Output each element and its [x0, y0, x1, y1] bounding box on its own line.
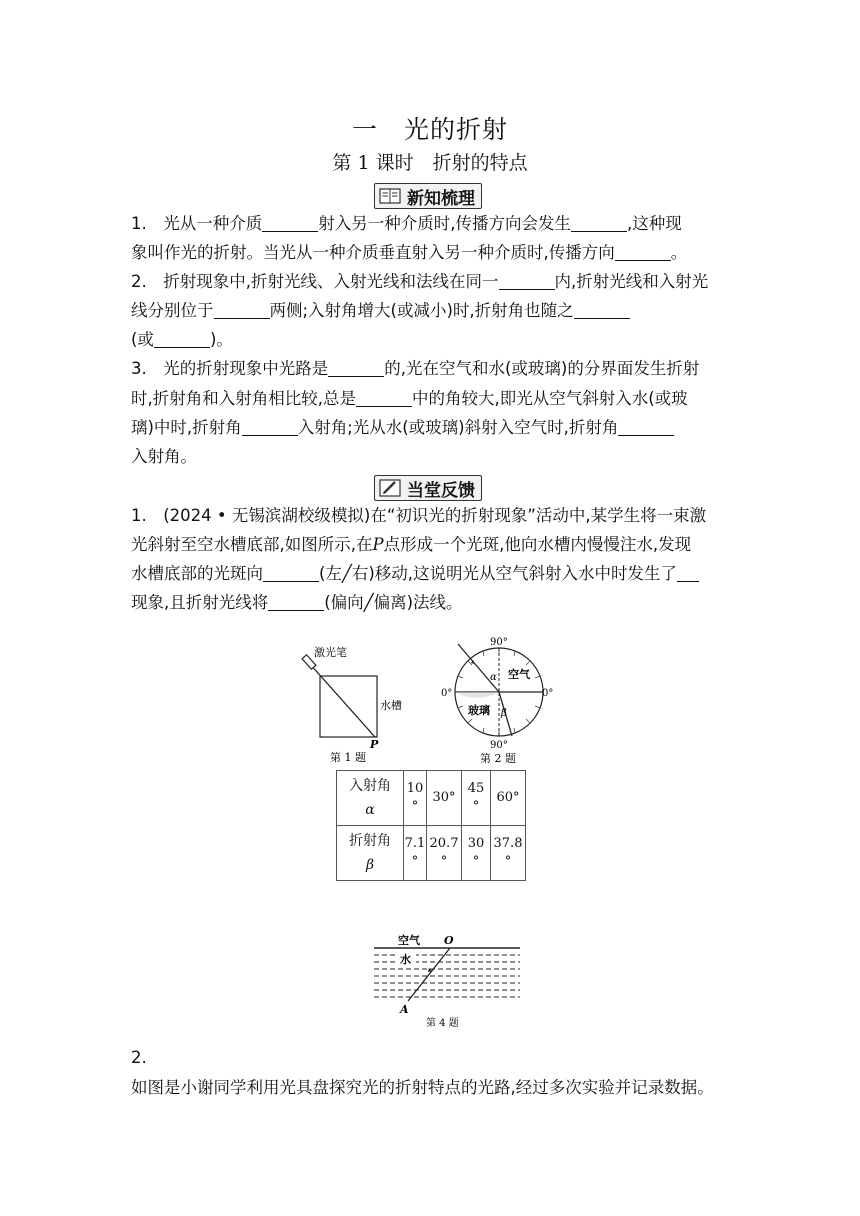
- air-label: 空气: [508, 668, 530, 681]
- laser-label: 激光笔: [314, 646, 347, 659]
- label-0-right: 0°: [542, 688, 554, 699]
- question-3-line-1: 3. 光的折射现象中光路是 的,光在空气和水(或玻璃)的分界面发生折射: [131, 359, 700, 378]
- table-cell: 60°: [491, 771, 526, 826]
- question-2-line-2: 线分别位于 两侧;入射角增大(或减小)时,折射角也随之: [131, 301, 630, 321]
- question-2-line-1: 2. 折射现象中,折射光线、入射光线和法线在同一 内,折射光线和入射光: [131, 272, 709, 291]
- label-90-top: 90°: [490, 637, 508, 648]
- answer-blank[interactable]: [356, 390, 412, 407]
- question-1-line-2: 象叫作光的折射。当光从一种介质垂直射入另一种介质时,传播方向 。: [131, 243, 688, 262]
- answer-blank[interactable]: [328, 360, 384, 377]
- figure-4-water-refraction: [368, 930, 524, 1032]
- answer-blank[interactable]: [615, 244, 671, 261]
- figure-2-light-disk: [438, 636, 560, 770]
- point-p-label: P: [370, 738, 379, 751]
- answer-blank[interactable]: [499, 273, 555, 290]
- point-o-label: O: [444, 934, 454, 947]
- question-2-line-3: (或 )。: [131, 330, 233, 349]
- table-row: [337, 826, 526, 881]
- table-cell: 20.7 °: [427, 826, 462, 881]
- data-table: [336, 770, 526, 881]
- answer-blank[interactable]: [574, 302, 630, 319]
- table-cell: 45 °: [462, 771, 491, 826]
- answer-blank[interactable]: [242, 419, 298, 436]
- answer-blank[interactable]: [262, 215, 318, 232]
- answer-blank[interactable]: [618, 419, 674, 436]
- table-header-incident: 入射角 α: [337, 771, 404, 826]
- feedback-2-number: 2.: [131, 1048, 147, 1067]
- section-banner-feedback: [374, 475, 482, 501]
- table-row: [337, 771, 526, 826]
- section-banner-new-knowledge: [374, 183, 482, 209]
- page-subtitle: 第 1 课时 折射的特点: [332, 152, 528, 174]
- table-cell: 7.1 °: [404, 826, 427, 881]
- answer-blank[interactable]: [263, 565, 319, 582]
- figure-caption: 第 4 题: [426, 1018, 459, 1029]
- water-label: 水: [400, 953, 411, 966]
- air-label: 空气: [398, 934, 420, 947]
- question-3-line-4: 入射角。: [131, 447, 197, 466]
- label-90-bottom: 90°: [490, 740, 508, 751]
- answer-blank[interactable]: [677, 565, 699, 582]
- table-cell: 37.8 °: [491, 826, 526, 881]
- glass-label: 玻璃: [468, 704, 490, 717]
- table-header-refraction: 折射角 β: [337, 826, 404, 881]
- question-3-line-2: 时,折射角和入射角相比较,总是 中的角较大,即光从空气斜射入水(或玻: [131, 389, 688, 408]
- figure-caption: 第 1 题: [330, 751, 366, 764]
- pencil-icon: [379, 479, 401, 497]
- table-cell: 10 °: [404, 771, 427, 826]
- label-0-left: 0°: [441, 688, 453, 699]
- figure-1-laser-tank: [296, 640, 408, 766]
- answer-blank[interactable]: [268, 594, 324, 611]
- beta-label: β: [501, 708, 507, 719]
- tank-label: 水槽: [380, 699, 402, 712]
- feedback-1-line-4: 现象,且折射光线将 (偏向╱偏离)法线。: [131, 593, 463, 612]
- feedback-1-line-2: 光斜射至空水槽底部,如图所示,在P点形成一个光斑,他向水槽内慢慢注水,发现: [131, 535, 692, 554]
- feedback-2-text: 如图是小谢同学利用光具盘探究光的折射特点的光路,经过多次实验并记录数据。: [131, 1078, 714, 1097]
- feedback-1-line-3: 水槽底部的光斑向 (左╱右)移动,这说明光从空气斜射入水中时发生了: [131, 564, 699, 584]
- answer-blank[interactable]: [571, 215, 627, 232]
- figure-caption: 第 2 题: [480, 752, 516, 765]
- question-3-line-3: 璃)中时,折射角 入射角;光从水(或玻璃)斜射入空气时,折射角: [131, 418, 674, 438]
- answer-blank[interactable]: [154, 331, 210, 348]
- book-icon: [379, 187, 401, 205]
- table-cell: 30°: [427, 771, 462, 826]
- answer-blank[interactable]: [214, 302, 270, 319]
- question-1-line-1: 1. 光从一种介质 射入另一种介质时,传播方向会发生 ,这种现: [131, 214, 682, 233]
- alpha-label: α: [490, 672, 497, 683]
- feedback-1-line-1: 1. (2024 • 无锡滨湖校级模拟)在“初识光的折射现象”活动中,某学生将一束激: [131, 506, 707, 525]
- table-cell: 30 °: [462, 826, 491, 881]
- section-label: 新知梳理: [407, 188, 475, 209]
- page-title: 一 光的折射: [351, 115, 508, 144]
- section-label: 当堂反馈: [407, 480, 475, 501]
- point-a-label: A: [400, 1003, 409, 1016]
